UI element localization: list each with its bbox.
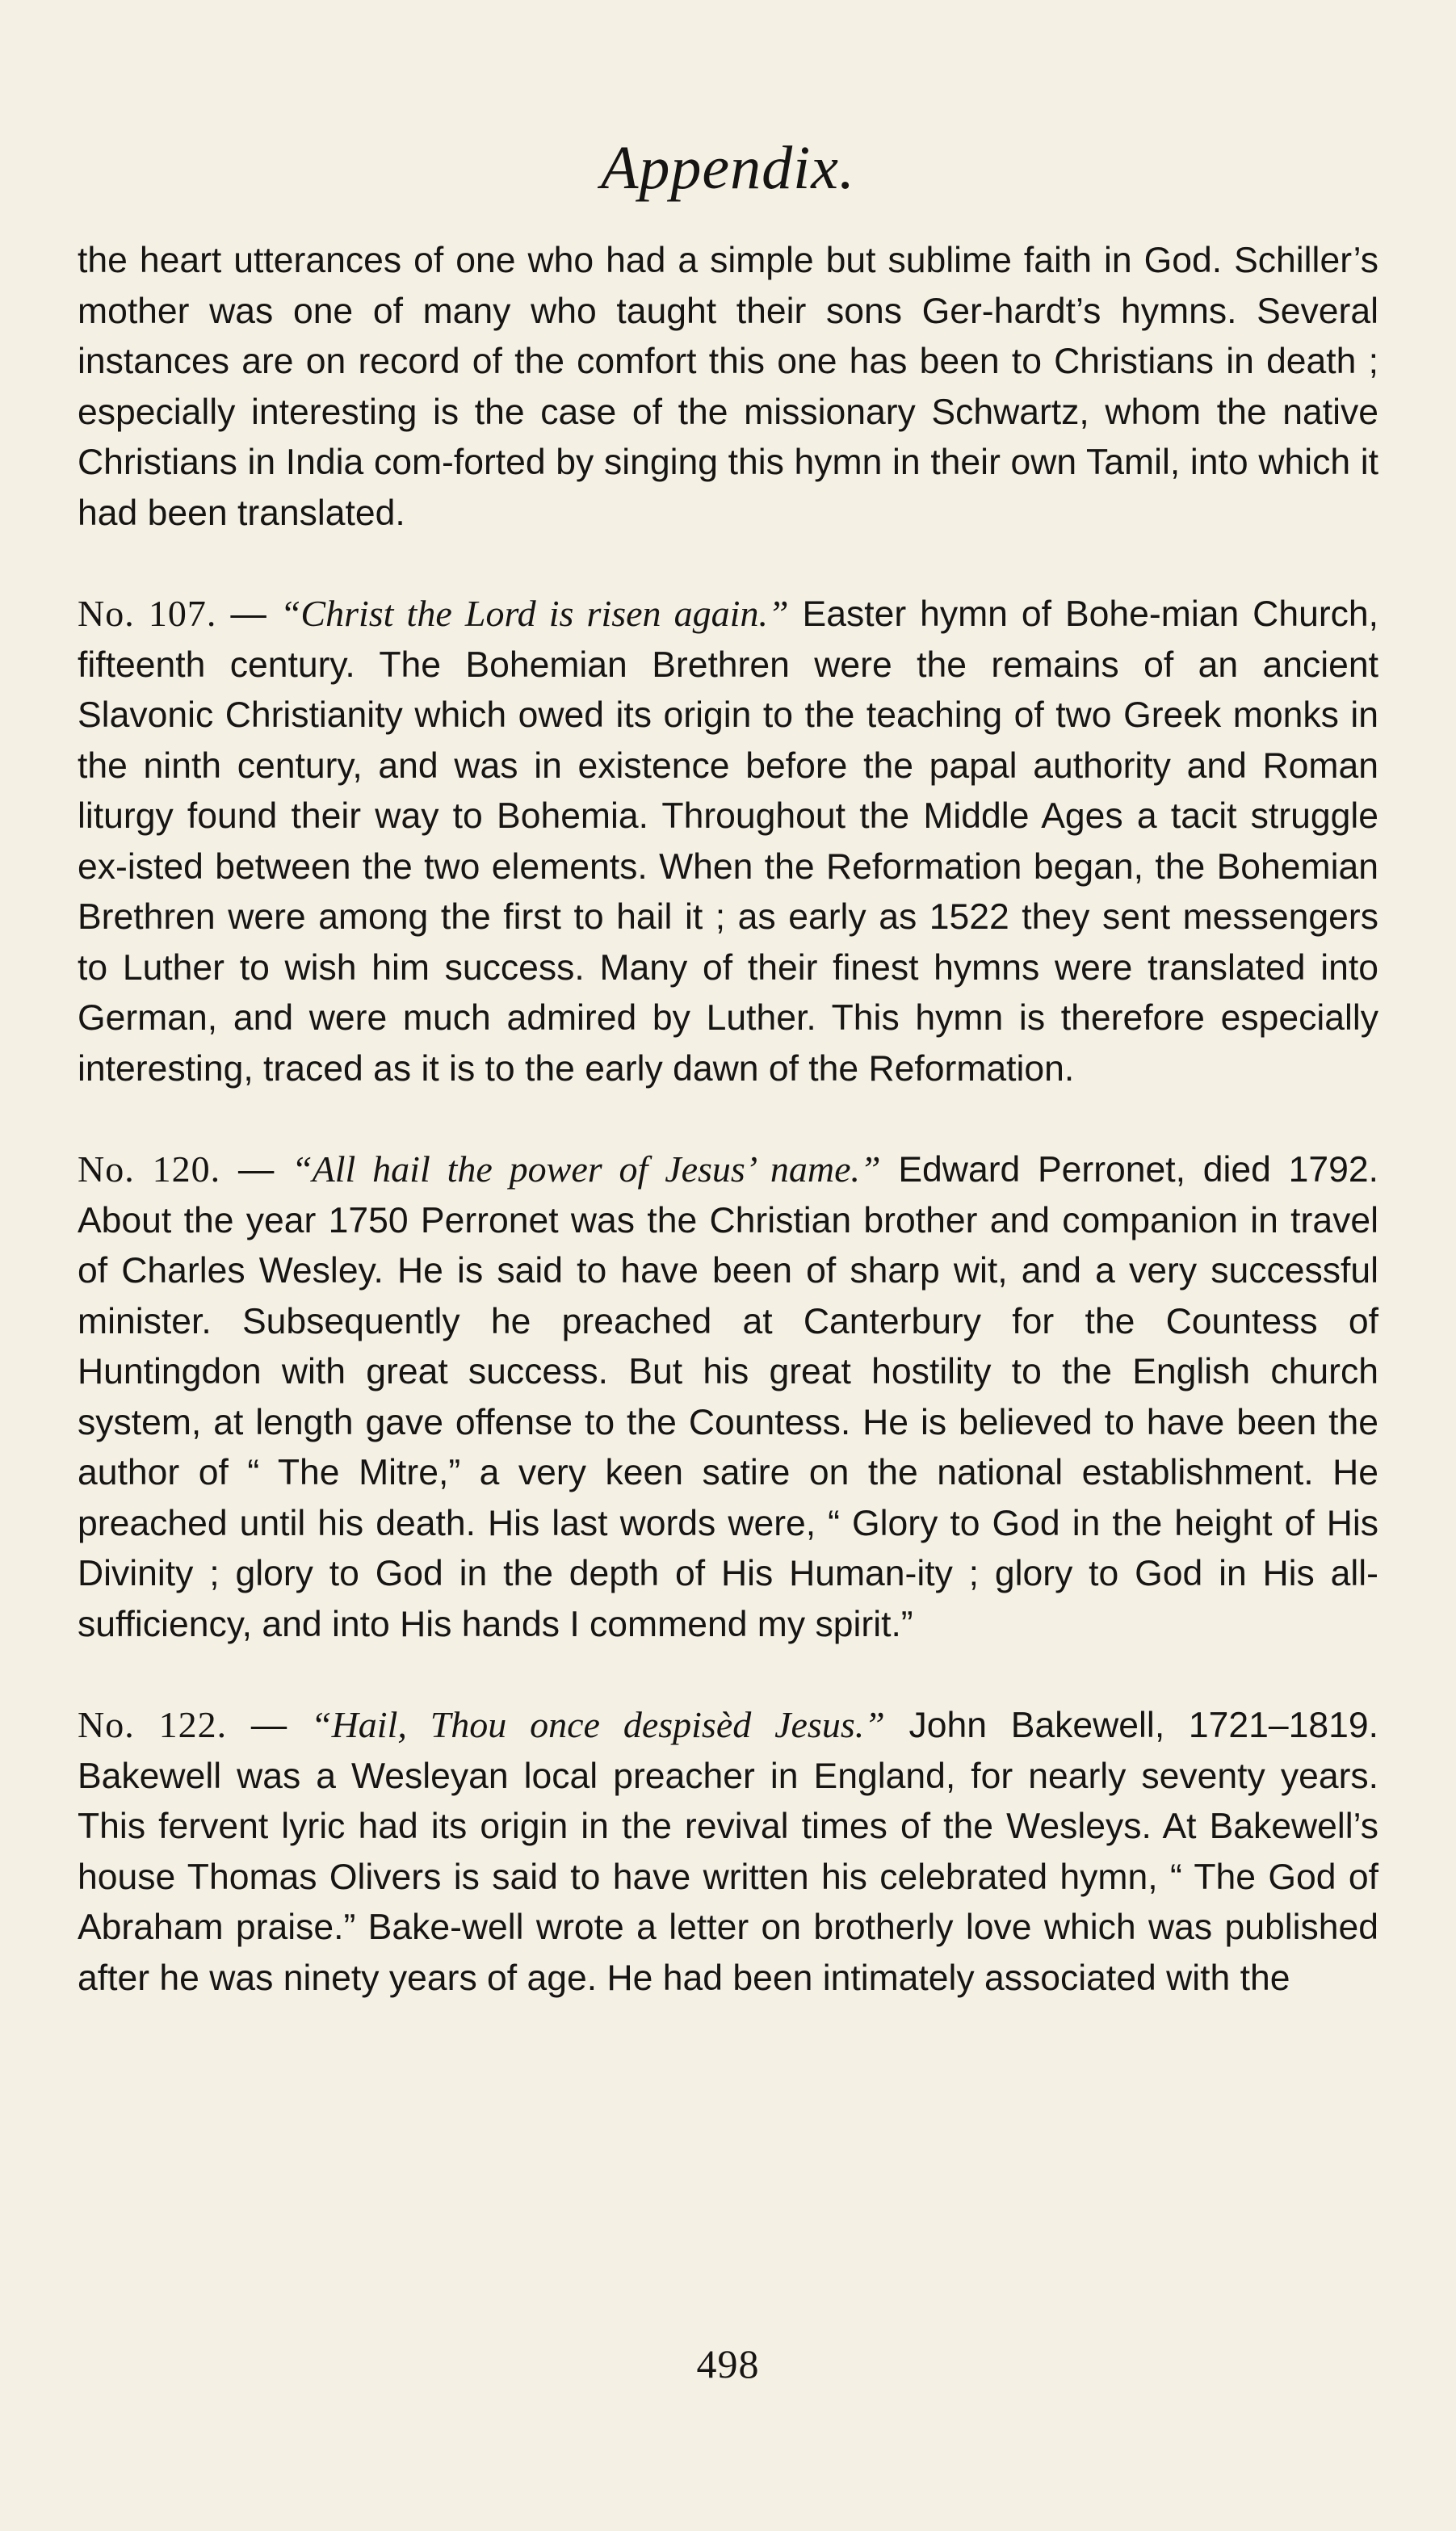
paragraph-body: the heart utterances of one who had a simple but sublime faith in God. Schiller’s mother was one of many who taught their sons Ger-hardt’s hymns. Several instances are on record of the comfort this one has been to Christians in death ; especially interesting is the case of the missionary Schwartz, whom the native Christians in India com-forted by singing this hymn in their own Tamil, into which it had been translated. xyxy=(78,241,1378,533)
hymn-number: No. 120. xyxy=(78,1148,221,1190)
hymn-title: “Hail, Thou once despisèd Jesus.” xyxy=(311,1704,885,1745)
dash-separator: — xyxy=(220,1150,292,1190)
running-head: Appendix. xyxy=(600,134,855,202)
hymn-note-122 xyxy=(78,1700,1378,2004)
paragraph-continuation xyxy=(78,236,1378,539)
hymn-number: No. 107. xyxy=(78,593,217,634)
hymn-title: “All hail the power of Jesus’ name.” xyxy=(292,1148,881,1190)
hymn-title: “Christ the Lord is risen again.” xyxy=(279,593,789,634)
paragraph-body: Easter hymn of Bohe-mian Church, fifteenth century. The Bohemian Brethren were the remains of an ancient Slavonic Christianity which owed its origin to the teaching of two Greek monks in the ninth century, and was in existence before the papal authority and Roman liturgy found their way to Bohemia. Throughout the Middle Ages a tacit struggle ex-isted between the two elements. When the Reformation began, the Bohemian Brethren were among the first to hail it ; as early as 1522 they sent messengers to Luther to wish him success. Many of their finest hymns were translated into German, and were much admired by Luther. This hymn is therefore especially interesting, traced as it is to the early dawn of the Reformation. xyxy=(78,594,1378,1089)
hymn-note-107 xyxy=(78,589,1378,1094)
paragraph-body: John Bakewell, 1721–1819. Bakewell was a Wesleyan local preacher in England, for nearly seventy years. This fervent lyric had its origin in the revival times of the Wesleys. At Bakewell’s house Thomas Olivers is said to have written his celebrated hymn, “ The God of Abraham praise.” Bake-well wrote a letter on brotherly love which was published after he was ninety years of age. He had been intimately associated with the xyxy=(78,1706,1378,1998)
body-text xyxy=(78,236,1378,2004)
paragraph-body: Edward Perronet, died 1792. About the year 1750 Perronet was the Christian brother and companion in travel of Charles Wesley. He is said to have been of sharp wit, and a very successful minister. Subsequently he preached at Canterbury for the Countess of Huntingdon with great success. But his great hostility to the English church system, at length gave offense to the Countess. He is believed to have been the author of “ The Mitre,” a very keen satire on the national establishment. He preached until his death. His last words were, “ Glory to God in the height of His Divinity ; glory to God in the depth of His Human-ity ; glory to God in His all-sufficiency, and into His hands I commend my spirit.” xyxy=(78,1150,1378,1644)
hymn-note-120 xyxy=(78,1144,1378,1650)
page-number: 498 xyxy=(696,2341,760,2386)
dash-separator: — xyxy=(216,594,280,634)
hymn-number: No. 122. xyxy=(78,1704,228,1745)
dash-separator: — xyxy=(227,1706,311,1745)
